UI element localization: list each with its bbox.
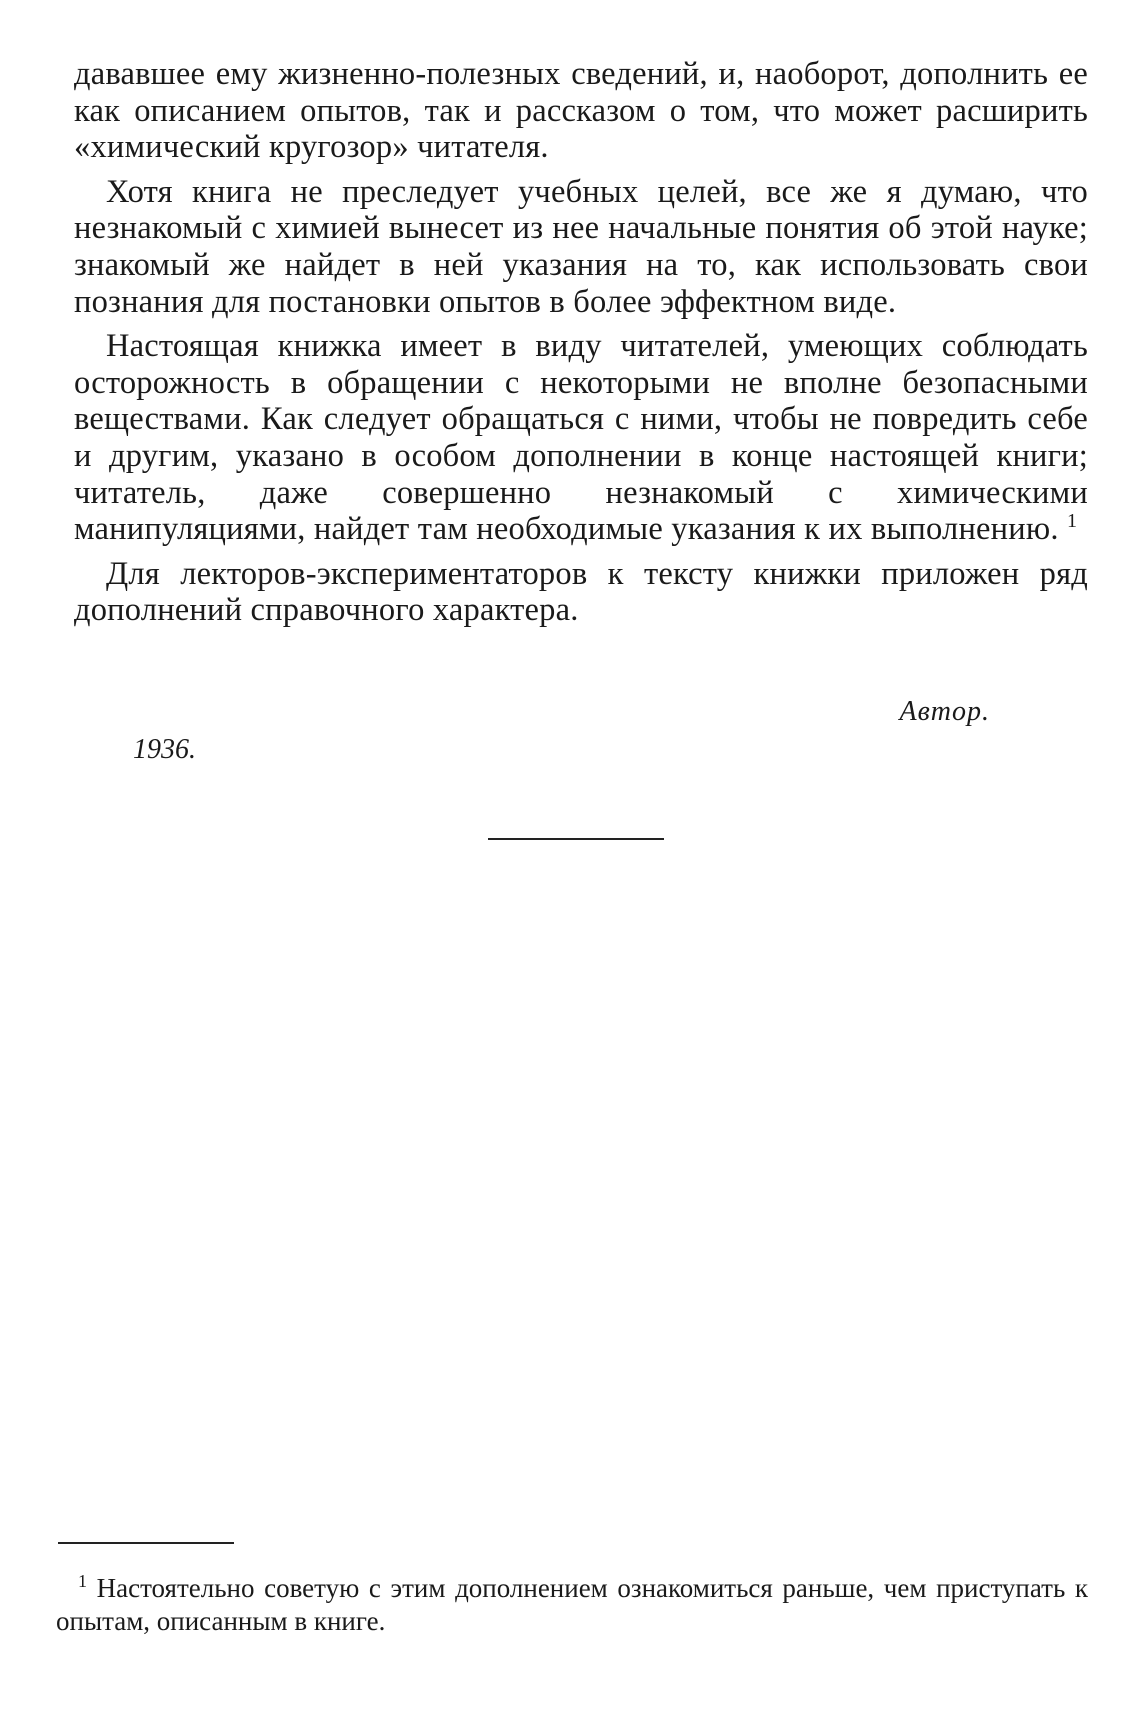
paragraph-continuation: дававшее ему жизненно-полезных сведений, и, наоборот, дополнить ее как описанием опытов, так и рассказом о том, что может расширить «химический кругозор» читателя.: [74, 56, 1088, 166]
paragraph-safety-text: Настоящая книжка имеет в виду читателей, умеющих соблюдать осторожность в обращении с некоторыми не вполне безопасными веществами. Как следует обращаться с ними, чтобы не повредить себе и другим, указано в особом дополнении в конце настоящей книги; читатель, даже совершенно незнакомый с химическими манипуляциями, найдет там необходимые указания к их выполнению.: [74, 328, 1088, 548]
page-body: [74, 56, 1088, 765]
section-end-rule: [488, 838, 664, 840]
paragraph-safety: [74, 328, 1088, 548]
paragraph-lecturers: Для лекторов-экспериментаторов к тексту книжки приложен ряд дополнений справочного характера.: [74, 555, 1088, 629]
paragraph-purpose: Хотя книга не преследует учебных целей, все же я думаю, что незнакомый с химией вынесет из нее начальные понятия об этой науке; знакомый же найдет в ней указания на то, как использовать свои познания для постановки опытов в более эффектном виде.: [74, 173, 1088, 320]
footnote-separator: [58, 1542, 234, 1544]
footnote-reference: 1: [1067, 510, 1078, 533]
footnote: [56, 1572, 1088, 1638]
signature-year: 1936.: [133, 734, 196, 765]
author-signature: Автор.: [899, 696, 990, 727]
footnote-text: Настоятельно советую с этим дополнением ознакомиться раньше, чем приступать к опытам, описанным в книге.: [56, 1573, 1089, 1636]
signature-block: [74, 696, 1088, 776]
footnote-marker: 1: [78, 1571, 87, 1591]
